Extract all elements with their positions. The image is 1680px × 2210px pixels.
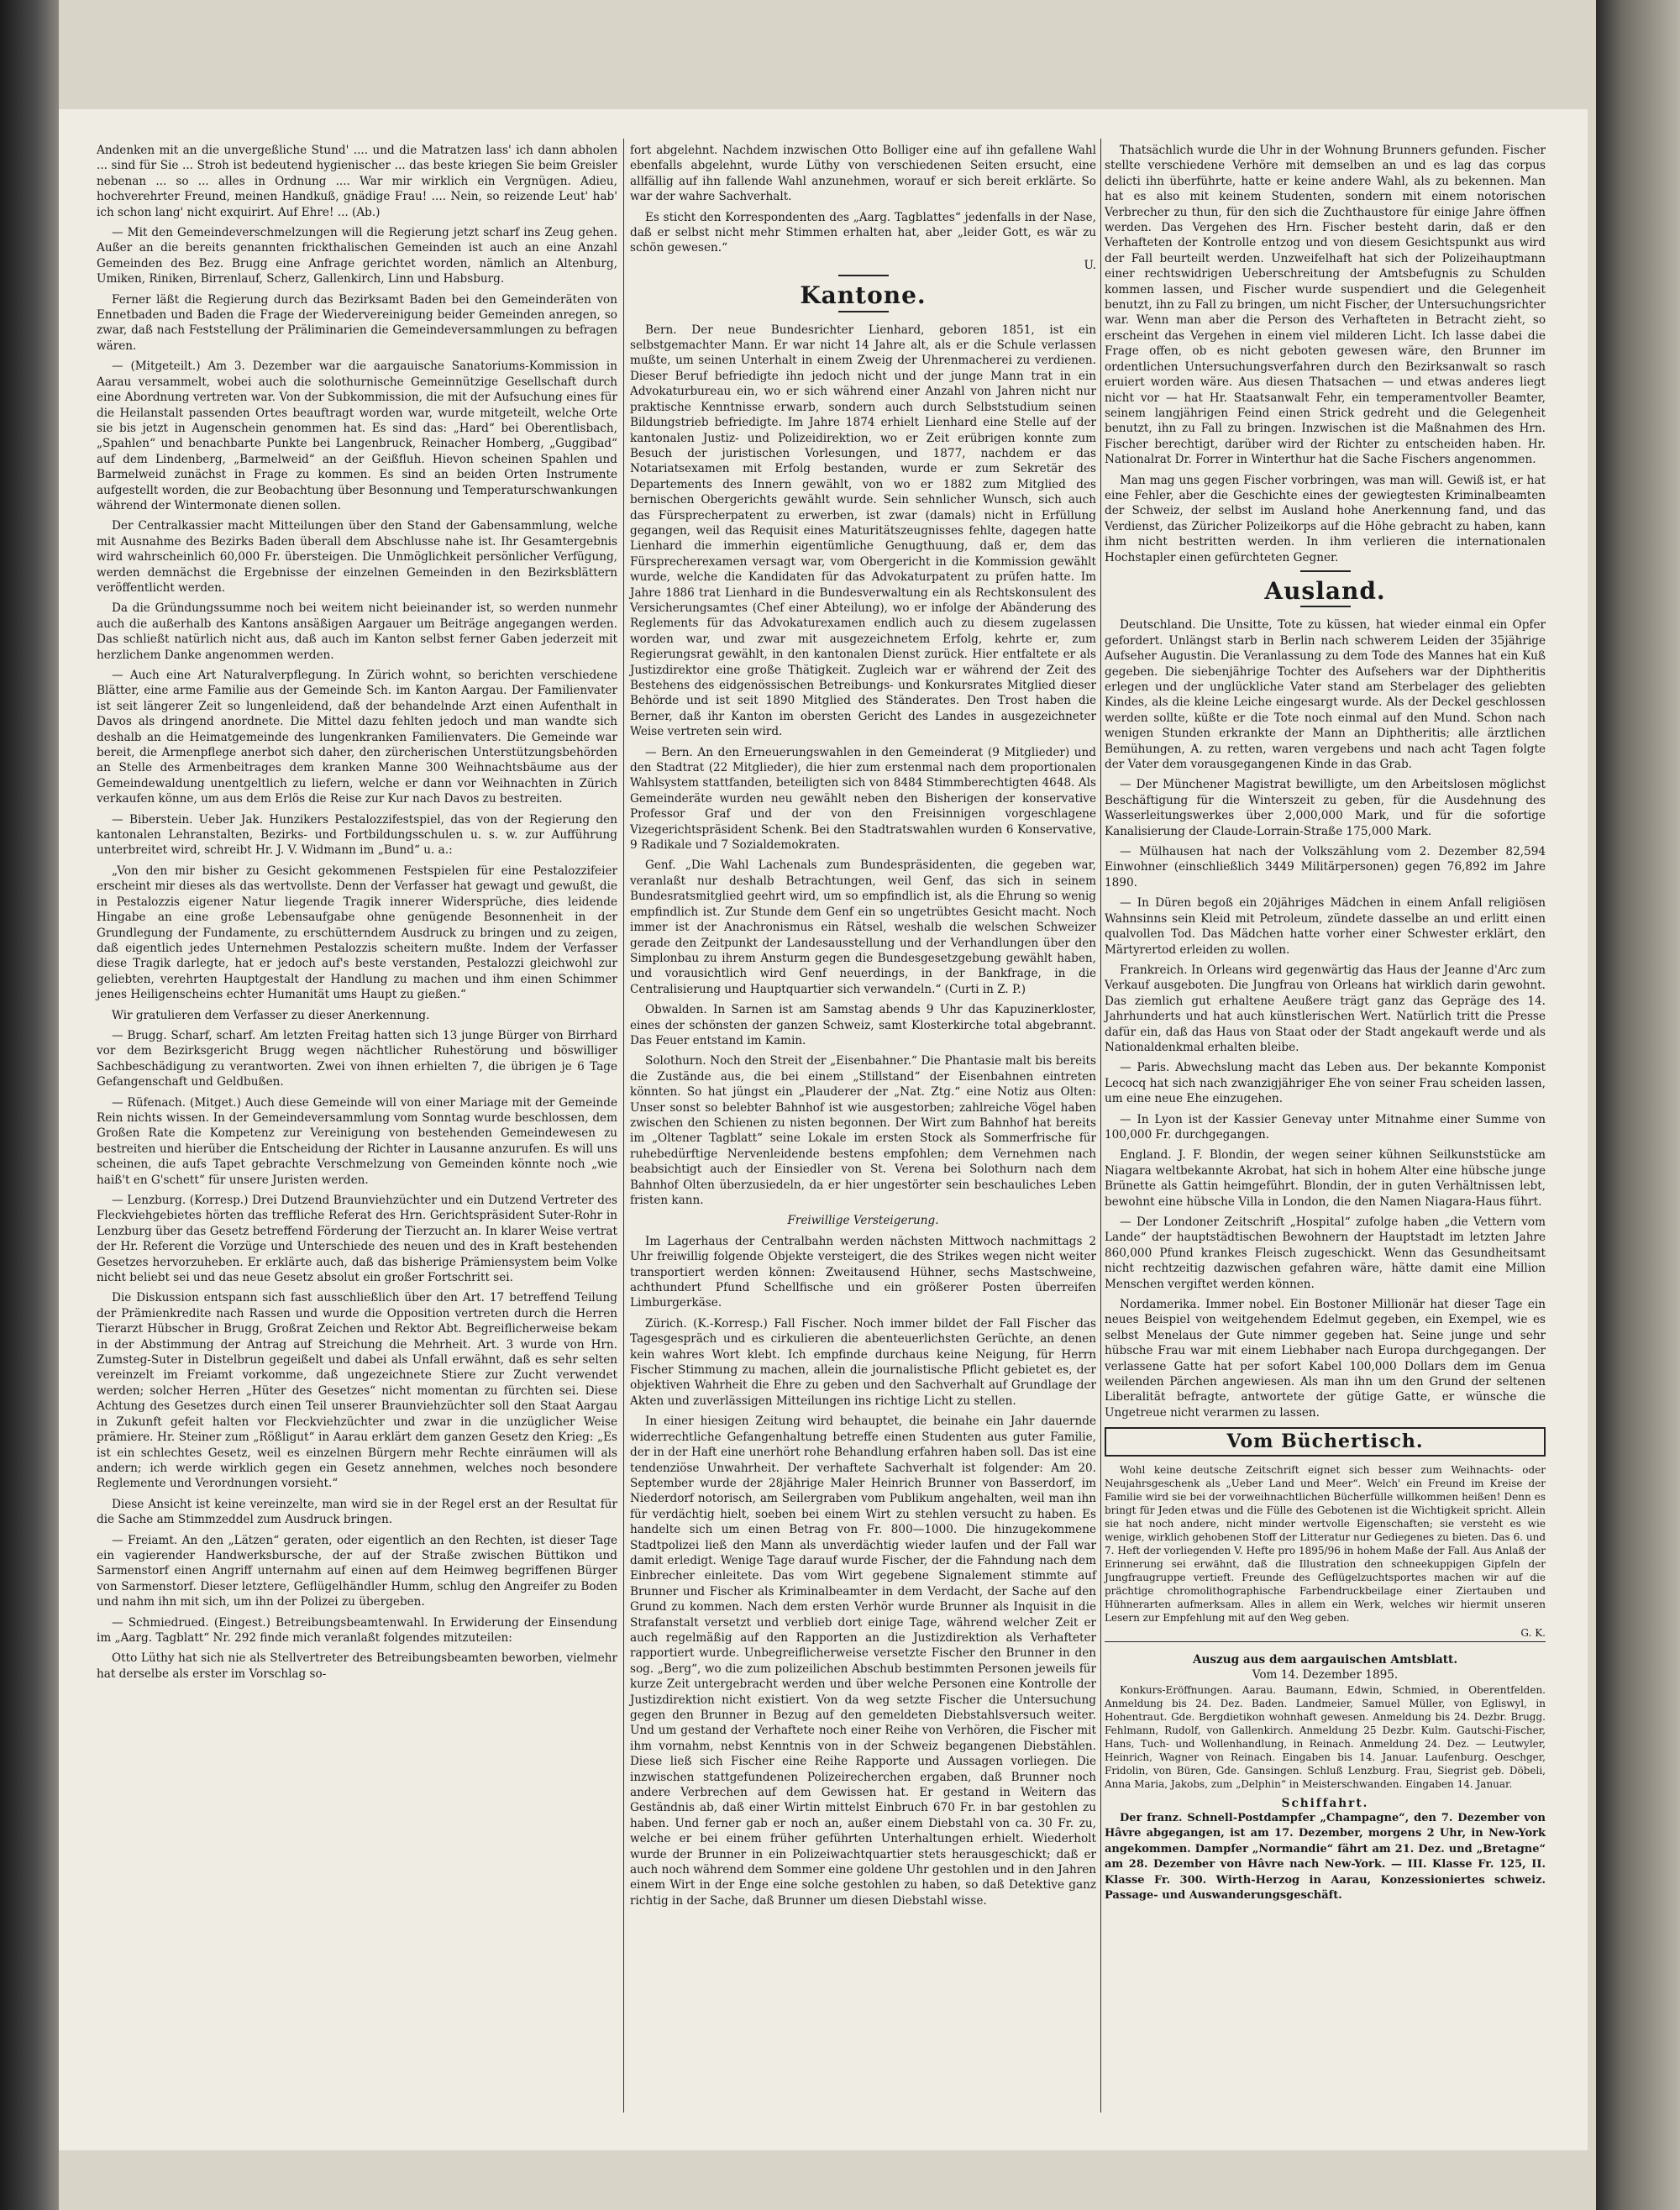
paragraph: Frankreich. In Orleans wird gegenwärtig das Haus der Jeanne d'Arc zum Verkauf ausgeboten. Die Jungfrau von Orleans hat wirklich darin gewohnt. Das ziemlich gut erhaltene Aeußere trägt ganz das Gepräge des 14. Jahrhunderts und hat auch künstlerischen Wert. Natürlich tritt die Presse dafür ein, daß das Haus von Staat oder der Stadt angekauft werde und als Nationaldenkmal erhalten bleibe.	[1105, 963, 1546, 1054]
signature: U.	[1084, 258, 1096, 272]
paragraph: Thatsächlich wurde die Uhr in der Wohnung Brunners gefunden. Fischer stellte verschiedene Verhöre mit demselben an und es lag das corpus delicti ihn überführte, hatte er keine andere Wahl, als zu bekennen. Man hat es also mit keinem Studenten, sondern mit einem notorischen Verbrecher zu thun, für den sich die Zuchthaustore für einige Jahre öffnen werden. Das Vergehen des Hrn. Fischer besteht darin, daß er den Verhafteten der Kontrolle entzog und von diesem Gesichtspunkt aus wird der Fall beurteilt werden. Unzweifelhaft hat sich der Polizeihauptmann einer rechtswidrigen Ueberschreitung der Amtsbefugnis zu Schulden kommen lassen, und Fischer wurde suspendiert und die Gelegenheit benutzt, ihn zu Fall zu bringen, um nicht Fischer, der Untersuchungsrichter war. Wenn man aber die Person des Verhafteten in Betracht zieht, so erscheint das Vergehen in einem viel milderen Licht. Ich lasse dabei die Frage offen, ob es nicht geboten gewesen wäre, den Brunner im ordentlichen Untersuchungsverfahren durch den Bezirksanwalt so rasch eruiert worden wäre. Aus diesen Thatsachen — und etwas anderes liegt nicht vor — hat Hr. Staatsanwalt Fehr, ein temperamentvoller Beamter, seinem langjährigen Feind einen Strick gedreht und die Gelegenheit benutzt, ihn zu Fall zu bringen. Inzwischen ist die Maßnahmen des Hrn. Fischer berechtigt, darüber wird der Richter zu entscheiden haben. Hr. Nationalrat Dr. Forrer in Winterthur hat die Sache Fischers angenommen.	[1105, 144, 1546, 467]
paragraph: Es sticht den Korrespondenten des „Aarg. Tagblattes“ jedenfalls in der Nase, daß er selbst nicht mehr Stimmen erhalten hat, aber „leider Gott, es wär zu schön gewesen.“	[630, 210, 1096, 255]
page-edge	[1596, 0, 1680, 2210]
section-heading-kantone: Kantone.	[800, 281, 927, 310]
paragraph: — Der Münchener Magistrat bewilligte, um den Arbeitslosen möglichst Beschäftigung für die Winterszeit zu geben, für die Ausdehnung des Wasserleitungswerkes über 2,000,000 Mark, und für die sofortige Kanalisierung der Claude-Lorrain-Straße 175,000 Mark.	[1105, 778, 1546, 838]
paragraph: Zürich. (K.-Korresp.) Fall Fischer. Noch immer bildet der Fall Fischer das Tagesgespräch und es cirkulieren die abenteuerlichsten Gerüchte, an denen kein wahres Wort klebt. Ich empfinde durchaus keine Neigung, für Herrn Fischer Stimmung zu machen, allein die journalistische Pflicht gebietet es, der objektiven Wahrheit die Ehre zu geben und den Sachverhalt auf Grundlage der Akten und zuverlässigen Mitteilungen ins richtige Licht zu stellen.	[630, 1316, 1096, 1408]
paragraph: Andenken mit an die unvergeßliche Stund' .... und die Matratzen lass' ich dann abholen ... sind für Sie ... Stroh ist bedeutend hygienischer ... das beste kriegen Sie beim Greisler nebenan ... so ... alles in Ordnung .... War mir wirklich ein Vergnügen. Adieu, hochverehrter Freund, meinen Handkuß, gnädige Frau! .... Nein, so reizende Leut' hab' ich schon lang' nicht exquirirt. Auf Ehre! ... (Ab.)	[97, 144, 617, 219]
paragraph: Obwalden. In Sarnen ist am Samstag abends 9 Uhr das Kapuzinerkloster, eines der schönsten der ganzen Schweiz, samt Klosterkirche total abgebrannt. Das Feuer entstand im Kamin.	[630, 1003, 1096, 1047]
section-heading-buechertisch: Vom Büchertisch.	[1226, 1430, 1424, 1453]
amtsblatt-date: Vom 14. Dezember 1895.	[1252, 1668, 1399, 1682]
paragraph: Solothurn. Noch den Streit der „Eisenbahner.“ Die Phantasie malt bis bereits die Zustände aus, die bei einem „Stillstand“ der Eisenbahnen eintreten könnten. So hat jüngst ein „Plauderer der „Nat. Ztg.“ eine Notiz aus Olten: Unser sonst so belebter Bahnhof ist wie ausgestorben; zahlreiche Vögel haben zwischen den Schienen zu nisten begonnen. Der Wirt zum Bahnhof hat bereits im „Oltener Tagblatt“ seine Lokale im ersten Stock als Sommerfrische für ruhebedürftige Nervenleidende bestens empfohlen; dem Vernehmen nach beabsichtigt auch der Einsiedler von St. Verena bei Solothurn nach dem Bahnhof Olten überzusiedeln, da er hier ungestörter sein beschauliches Leben fristen kann.	[630, 1054, 1096, 1207]
divider	[838, 311, 889, 312]
paragraph: — Lenzburg. (Korresp.) Drei Dutzend Braunviehzüchter und ein Dutzend Vertreter des Fleckviehgebietes hörten das treffliche Referat des Hrn. Gerichtspräsident Suter-Rohr in Lenzburg über das Gesetz betreffend Förderung der Tierzucht an. In klarer Weise vertrat der Hr. Referent die Vorzüge und Unterschiede des neuen und des in Kraft bestehenden Gesetzes hervorzuheben. Er erklärte auch, daß das bisherige Prämiensystem beim Volke nicht beliebt sei und das neue Gesetz absolut ein großer Fortschritt sei.	[97, 1194, 617, 1285]
ship-heading: Schiffahrt.	[1281, 1796, 1369, 1810]
paragraph: fort abgelehnt. Nachdem inzwischen Otto Bolliger eine auf ihn gefallene Wahl ebenfalls abgelehnt, wurde Lüthy von verschiedenen Seiten ersucht, eine allfällig auf ihn fallende Wahl anzunehmen, worauf er sich bereit erklärte. So war der wahre Sachverhalt.	[630, 144, 1096, 204]
divider	[1105, 1641, 1546, 1642]
paragraph: Otto Lüthy hat sich nie als Stellvertreter des Betreibungsbeamten beworben, vielmehr hat derselbe als erster im Vorschlag so-	[97, 1651, 617, 1681]
paragraph: In einer hiesigen Zeitung wird behauptet, die beinahe ein Jahr dauernde widerrechtliche Gefangenhaltung betreffe einen Studenten aus guter Familie, der in der Haft eine unerhört rohe Behandlung erfahren haben soll. Das ist eine tendenziöse Unwahrheit. Der verhaftete Sachverhalt ist folgender: Am 20. September wurde der 28jährige Maler Heinrich Brunner von Basserdorf, im Niederdorf notorisch, am Seilergraben vom Publikum angehalten, weil man ihn für verdächtig hielt, soeben bei einem Wirt zu stehlen versucht zu haben. Es handelte sich um einen Betrag von Fr. 800—1000. Die hinzugekommene Stadtpolizei ließ den Mann als unverdächtig wieder laufen und der Fall war damit erledigt. Wenige Tage darauf wurde Fischer, der die Fahndung nach dem Einbrecher einleitete. Das vom Wirt gegebene Signalement stimmte auf Brunner und Fischer als Kriminalbeamter in dem Verdacht, der Sache auf den Grund zu kommen. Nach dem ersten Verhör wurde Brunner als Inquisit in die Strafanstalt versetzt und verblieb dort einige Tage, während welcher Zeit er auch regelmäßig auf den Rapporten an die Justizdirektion als Verhafteter rapportiert wurde. Unbegreiflicherweise versetzte Fischer den Brunner in den sog. „Berg“, wo die zum polizeilichen Abschub bestimmten Personen jeweils für kurze Zeit untergebracht werden und über welche Personen eine Kontrolle der Justizdirektion nicht existiert. Von da weg setzte Fischer die Untersuchung gegen den Brunner in Bezug auf den gemeldeten Diebstahlsversuch weiter. Und um gestand der Verhaftete noch einer Reihe von Verhören, die Fischer mit ihm vornahm, nebst Kenntnis von in der Schweiz begangenen Diebstählen. Diese ließ sich Fischer eine Reihe Rapporte und Aussagen vorliegen. Die inzwischen stattgefundenen Polizeirecherchen ergaben, daß Brunner noch andere Verbrechen auf dem Gewissen hat. Er gestand in Weitern das Geständnis ab, daß einer Wirtin mittelst Einbruch 670 Fr. in bar gestohlen zu haben. Und ferner gab er noch an, außer einem Diebstahl von ca. 30 Fr. zu, welche er bei einem früher geführten Unterhaltungen erhielt. Wiederholt wurde der Brunner in ein Polizeiwachtquartier stets herausgeschickt; daß er auch noch während dem Sommer eine goldene Uhr gestohlen und in den Jahren einem Wirt in der Enge eine solche gestohlen zu haben, so daß Detektive ganz richtig in der Sache, daß Brunner um diesen Diebstahl wisse.	[630, 1415, 1096, 1908]
paragraph: — Der Londoner Zeitschrift „Hospital“ zufolge haben „die Vettern vom Lande“ der hauptstädtischen Bewohnern der Hauptstadt im letzten Jahre 860,000 Pfund krankes Fleisch zugeschickt. Wenn das Gesundheitsamt nicht rechtzeitig dazwischen gefahren wäre, hätte damit eine Million Menschen vergiftet werden können.	[1105, 1215, 1546, 1291]
column-left	[97, 143, 617, 1687]
paragraph: — Brugg. Scharf, scharf. Am letzten Freitag hatten sich 13 junge Bürger von Birrhard vor dem Bezirksgericht Brugg wegen nächtlicher Ruhestörung und böswilliger Sachbeschädigung zu verantworten. Zwei von ihnen erhielten 7, die übrigen je 6 Tage Gefangenschaft und Geldbußen.	[97, 1028, 617, 1089]
paragraph: — Schmiedrued. (Eingest.) Betreibungsbeamtenwahl. In Erwiderung der Einsendung im „Aarg. Tagblatt“ Nr. 292 finde mich veranlaßt folgendes mitzuteilen:	[97, 1615, 617, 1645]
subheading: Freiwillige Versteigerung.	[787, 1214, 939, 1228]
paragraph: — Rüfenach. (Mitget.) Auch diese Gemeinde will von einer Mariage mit der Gemeinde Rein nichts wissen. In der Gemeindeversammlung vom Sonntag wurde beschlossen, dem Großen Rate die Kompetenz zur Vereinigung von bestehenden Gemeindewesen zu bestreiten und hierüber die Entscheidung der Richter in Lausanne anzurufen. Es will uns scheinen, die aufs Tapet gebrachte Verschmelzung von Gemeinden könnte noch „wie haiß't en G'schett“ für unsere Juristen werden.	[97, 1095, 617, 1187]
buechertisch-box	[1105, 1427, 1546, 1456]
paragraph: Der Centralkassier macht Mitteilungen über den Stand der Gabensammlung, welche mit Ausnahme des Bezirks Baden überall dem Abschlusse nahe ist. Ihr Gesamtergebnis wird wahrscheinlich 60,000 Fr. übersteigen. Die Unmöglichkeit persönlicher Verfügung, werden demnächst die Ergebnisse der einzelnen Gemeinden in den Bezirksblättern veröffentlicht werden.	[97, 519, 617, 595]
paragraph: Wohl keine deutsche Zeitschrift eignet sich besser zum Weihnachts- oder Neujahrsgeschenk als „Ueber Land und Meer“. Welch' ein Freund im Kreise der Familie wird sie bei der vorweihnachtlichen Bücherfülle willkommen heißen! Denn es bringt für Jeden etwas und die Fülle des Gebotenen ist die Wichtigkeit spricht. Allein sie hat noch andere, nicht minder wertvolle Eigenschaften; sie versteht es wie wenige, wirklich gehobenen Stoff der Litteratur nur Gediegenes zu bieten. Das 6. und 7. Heft der vorliegenden V. Hefte pro 1895/96 in hohem Maße der Fall. Aus Anlaß der Erinnerung sei erwähnt, daß die Illustration den schneekuppigen Gipfeln der Jungfraugruppe vertieft. Freunde des Geflügelzuchtsportes machen wir auf die prächtige chromolithographische Farbendruckbeilage einer Ziertauben und Hühnerarten aufmerksam. Alles in allem ein Werk, welches wir hiermit unseren Lesern zur Empfehlung mit auf den Weg geben.	[1105, 1463, 1546, 1624]
paragraph: Deutschland. Die Unsitte, Tote zu küssen, hat wieder einmal ein Opfer gefordert. Unlängst starb in Berlin nach schwerem Leiden der 35jährige Aufseher Augustin. Die Veranlassung zu dem Tode des Mannes hat ein Kuß gegeben. Die siebenjährige Tochter des Aufsehers war der Diphtheritis erlegen und der unglückliche Vater stand am Sterbelager des geliebten Kindes, als die kleine Leiche eingesargt wurde. Als der Deckel geschlossen werden sollte, küßte er die Tote noch einmal auf den Mund. Schon nach wenigen Stunden erkrankte der Mann an Diphtheritis; alle ärztlichen Bemühungen, A. zu retten, waren vergebens und nach acht Tagen folgte der Vater dem vorausgegangenen Kinde in das Grab.	[1105, 618, 1546, 772]
divider	[1300, 606, 1351, 607]
column-rule	[623, 139, 624, 2113]
paragraph: Man mag uns gegen Fischer vorbringen, was man will. Gewiß ist, er hat eine Fehler, aber die Geschichte eines der gewiegtesten Kriminalbeamten der Schweiz, der selbst im Ausland hohe Anerkennung fand, und das Verdienst, das Züricher Polizeikorps auf die Höhe gebracht zu haben, kann ihm nicht bestritten werden. In ihm verlieren die internationalen Hochstapler einen gefürchteten Gegner.	[1105, 473, 1546, 564]
paragraph: — Bern. An den Erneuerungswahlen in den Gemeinderat (9 Mitglieder) und den Stadtrat (22 Mitglieder), die hier zum erstenmal nach dem proportionalen Wahlsystem stattfanden, beteiligten sich von 8484 Stimmberechtigten 4648. Als Gemeinderäte wurden neu gewählt neben den Bisherigen der konservative Professor Graf und der von den Freisinnigen vorgeschlagene Vizegerichtspräsident Schenk. Bei den Stadtratswahlen wurden 6 Konservative, 9 Radikale und 7 Sozialdemokraten.	[630, 745, 1096, 853]
paragraph: Ferner läßt die Regierung durch das Bezirksamt Baden bei den Gemeinderäten von Ennetbaden und Baden die Frage der Wiedervereinigung beider Gemeinden anregen, so zwar, daß nach Feststellung der Präliminarien die Gemeindeversammlungen zu befragen wären.	[97, 292, 617, 353]
ship-notice: Der franz. Schnell-Postdampfer „Champagne“, den 7. Dezember von Hâvre abgegangen, ist am 17. Dezember, morgens 2 Uhr, in New-York angekommen. Dampfer „Normandie“ fährt am 21. Dez. und „Bretagne“ am 28. Dezember von Hâvre nach New-York. — III. Klasse Fr. 125, II. Klasse Fr. 300. Wirth-Herzog in Aarau, Konzessioniertes schweiz. Passage- und Auswanderungsgeschäft.	[1105, 1811, 1546, 1902]
paragraph: — (Mitgeteilt.) Am 3. Dezember war die aargauische Sanatoriums-Kommission in Aarau versammelt, wobei auch die solothurnische Gemeinnützige Gesellschaft durch eine Abordnung vertreten war. Von der Subkommission, die mit der Aufsuchung eines für die Heilanstalt passenden Ortes beauftragt worden war, wurde mitgeteilt, welche Orte sie bis jetzt in Augenschein genommen hat. Es sind das: „Hard“ bei Oberentlisbach, „Spahlen“ und benachbarte Punkte bei Langenbruck, Reinacher Homberg, „Guggibad“ auf dem Lindenberg, „Barmelweid“ an der Geißfluh. Hievon scheinen Spahlen und Barmelweid zunächst in Frage zu kommen. Es sind an beiden Orten Instrumente aufgestellt worden, die zur Beobachtung über Besonnung und Temperaturschwankungen während der Wintermonate dienen sollen.	[97, 360, 617, 512]
paragraph: — Paris. Abwechslung macht das Leben aus. Der bekannte Komponist Lecocq hat sich nach zwanzigjähriger Ehe von seiner Frau scheiden lassen, um eine neue Ehe einzugehen.	[1105, 1061, 1546, 1106]
quote: „Von den mir bisher zu Gesicht gekommenen Festspielen für eine Pestalozzifeier erscheint mir dieses als das wertvollste. Denn der Verfasser hat gewagt und gewußt, die in Pestalozzis eigener Natur liegende Tragik innerer Widersprüche, dies leidende Hingabe an eine große Lebensaufgabe ohne genügende Besonnenheit in der Grundlegung der Fundamente, zu erschütterndem Ausdruck zu bringen und zu zeigen, daß eigentlich jedes Unternehmen Pestalozzis scheitern mußte. Indem der Verfasser diese Tragik darlegte, hat er jedoch auf's beste verstanden, Pestalozzi gleichwohl zur geliebten, verehrten Hauptgestalt der Handlung zu machen und ihm einen Schimmer jenes Heiligenscheins echter Humanität ums Haupt zu gießen.“	[97, 864, 617, 1002]
paragraph: Nordamerika. Immer nobel. Ein Bostoner Millionär hat dieser Tage ein neues Beispiel von weitgehendem Edelmut gegeben, ein Exempel, wie es selbst Menelaus der Gute nimmer gegeben hat. Seine junge und sehr hübsche Frau war mit einem Liebhaber nach Europa durchgegangen. Der verlassene Gatte hat per sofort Kabel 100,000 Dollars dem im Genua weilenden Pärchen angewiesen. Als man ihn um den Grund der seltenen Liberalität befragte, antwortete der gütige Gatte, er wünsche die Ungetreue nicht verarmen zu lassen.	[1105, 1298, 1546, 1420]
paragraph: Genf. „Die Wahl Lachenals zum Bundespräsidenten, die gegeben war, veranlaßt nur deshalb Betrachtungen, weil Genf, das sich in seinem Bundesratsmitglied geehrt wird, um so empfindlich ist, als die Ehrung so wenig empfindlich ist. Zur Stunde dem Genf ein so ungetrübtes Gesicht macht. Noch immer ist der Anachronismus ein Rätsel, weshalb die welschen Schweizer gerade den Zeitpunkt der Landesausstellung und der Verhandlungen über den Simplonbau zu ihrem Ansturm gegen die Bundesgesetzgebung gewählt haben, und vorausichtlich wird Genf neuerdings, in der Bankfrage, in die Centralisierung und Hauptquartier sich verwandeln.“ (Curti in Z. P.)	[630, 858, 1096, 996]
amtsblatt-heading: Auszug aus dem aargauischen Amtsblatt.	[1192, 1652, 1458, 1667]
paragraph: England. J. F. Blondin, der wegen seiner kühnen Seilkunststücke am Niagara weltbekannte Akrobat, hat sich in hohem Alter eine hübsche junge Brünette als Gattin heimgeführt. Blondin, der in guten Verhältnissen lebt, bewohnt eine hübsche Villa in London, die den Namen Niagara-Haus führt.	[1105, 1148, 1546, 1209]
paragraph: — Mit den Gemeindeverschmelzungen will die Regierung jetzt scharf ins Zeug gehen. Außer an die bereits genannten frickthalischen Gemeinden ist auch an eine Anzahl Gemeinden des Bez. Brugg eine Anfrage gerichtet worden, nämlich an Altenburg, Umiken, Riniken, Birrenlauf, Scherz, Gallenkirch, Linn und Habsburg.	[97, 226, 617, 286]
paragraph: — Auch eine Art Naturalverpflegung. In Zürich wohnt, so berichten verschiedene Blätter, eine arme Familie aus der Gemeinde Sch. im Kanton Aargau. Der Familienvater ist seit längerer Zeit so lungenleidend, daß der behandelnde Arzt einen Aufenthalt in Davos als dringend anordnete. Die Mittel dazu fehlten jedoch und man wandte sich deshalb an die Heimatgemeinde des lungenkranken Familienvaters. Die Gemeinde war bereit, die Armenpflege anerbot sich daher, den zürcherischen Unterstützungsbehörden an Stelle des Armenbeitrages dem kranken Manne 300 Weihnachtsbäume aus der Gemeindewaldung unentgeltlich zu liefern, welche er dann vor Weihnachten in Zürich verkaufen könne, um aus dem Erlös die Reise zur Kur nach Davos zu bestreiten.	[97, 669, 617, 806]
divider	[838, 275, 889, 276]
paragraph: Im Lagerhaus der Centralbahn werden nächsten Mittwoch nachmittags 2 Uhr freiwillig folgende Objekte versteigert, die des Strikes wegen nicht weiter transportiert werden können: Zweitausend Hühner, sechs Mastschweine, achthundert Pfund Schellfische und ein größerer Posten überreifen Limburgerkäse.	[630, 1234, 1096, 1310]
paragraph: — Mülhausen hat nach der Volkszählung vom 2. Dezember 82,594 Einwohner (einschließlich 3449 Militärpersonen) gegen 76,892 im Jahre 1890.	[1105, 845, 1546, 890]
section-heading-ausland: Ausland.	[1264, 576, 1386, 605]
paragraph: Da die Gründungssumme noch bei weitem nicht beieinander ist, so werden nunmehr auch die außerhalb des Kantons ansäßigen Aargauer um Beiträge angegangen werden. Das schließt natürlich nicht aus, daß auch im Kanton selbst ferner Gaben jederzeit mit herzlichem Danke angenommen werden.	[97, 601, 617, 662]
paragraph: — Biberstein. Ueber Jak. Hunzikers Pestalozzifestspiel, das von der Regierung den kantonalen Lehranstalten, Bezirks- und Fortbildungsschulen u. s. w. zur Aufführung unterbreitet wird, schreibt Hr. J. V. Widmann im „Bund“ u. a.:	[97, 812, 617, 858]
paragraph: Die Diskussion entspann sich fast ausschließlich über den Art. 17 betreffend Teilung der Prämienkredite nach Rassen und wurde die Opposition vertreten durch die Herren Tierarzt Hübscher in Brugg, Großrat Zeichen und Rektor Abt. Begreiflicherweise bekam in der Abstimmung der Antrag auf Streichung die Mehrheit. Art. 3 wurde von Hrn. Zumsteg-Suter in Distelbrun gegeißelt und dabei als Unfall erwähnt, daß es sehr selten vereinzelt im Freiamt vorkomme, daß ungezeichnete Stiere zur Zucht verwendet werden; solcher Herren „Hüter des Gesetzes“ nicht momentan zu fürchten sei. Diese Achtung des Gesetzes durch einen Teil unserer Braunviehzüchter soll den Staat Aargau in Zukunft gefeit halten vor Fleckviehzüchter und zwar in die unzüglicher Weise prämiere. Hr. Steiner zum „Rößligut“ in Aarau erklärt dem ganzen Gesetz den Krieg: „Es ist ein schlechtes Gesetz, weil es einzelnen Bürgern mehr Rechte einräumen will als andern; ich werde wirklich gegen ein Gesetz annehmen, welches noch besondere Reglemente und Verordnungen vorsieht.“	[97, 1291, 617, 1491]
divider	[1300, 570, 1351, 572]
column-middle	[630, 143, 1096, 1913]
paragraph: Wir gratulieren dem Verfasser zu dieser Anerkennung.	[112, 1008, 430, 1022]
paragraph: — In Lyon ist der Kassier Genevay unter Mitnahme einer Summe von 100,000 Fr. durchgegangen.	[1105, 1112, 1546, 1142]
paragraph: — In Düren begoß ein 20jähriges Mädchen in einem Anfall religiösen Wahnsinns sein Kleid mit Petroleum, zündete dasselbe an und erlitt einen qualvollen Tod. Das Mädchen hatte vorher einer Schwester erklärt, den Märtyrertod erleiden zu wollen.	[1105, 896, 1546, 957]
signature: G. K.	[1520, 1626, 1546, 1639]
paragraph: Diese Ansicht ist keine vereinzelte, man wird sie in der Regel erst an der Resultat für die Sache am Stimmzeddel zum Ausdruck bringen.	[97, 1497, 617, 1527]
column-rule	[1100, 139, 1101, 2113]
paragraph: Konkurs-Eröffnungen. Aarau. Baumann, Edwin, Schmied, in Oberentfelden. Anmeldung bis 24. Dez. Baden. Landmeier, Samuel Müller, von Egliswyl, in Hohentraut. Gde. Bergdietikon wohnhaft gewesen. Anmeldung bis 24. Dezbr. Brugg. Fehlmann, Rudolf, von Gallenkirch. Anmeldung 25 Dezbr. Kulm. Gautschi-Fischer, Hans, Tuch- und Wollenhandlung, in Reinach. Anmeldung 24. Dez. — Leutwyler, Heinrich, Wagner von Reinach. Eingaben bis 14. Januar. Laufenburg. Oeschger, Fridolin, von Büren, Gde. Gansingen. Schluß Lenzburg. Frau, Siegrist geb. Döbeli, Anna Maria, Jakobs, zum „Delphin“ in Meisterschwanden. Eingaben 14. Januar.	[1105, 1683, 1546, 1790]
paragraph: Bern. Der neue Bundesrichter Lienhard, geboren 1851, ist ein selbstgemachter Mann. Er war nicht 14 Jahre alt, als er die Schule verlassen mußte, um seinen Unterhalt in einem Zweig der Uhrenmacherei zu verdienen. Dieser Beruf befriedigte ihn jedoch nicht und der junge Mann trat in ein Advokaturbureau ein, wo er sich während einer Anzahl von Jahren nicht nur praktische Kenntnisse erwarb, sondern auch durch Selbststudium seinen Bildungstrieb befriedigte. Im Jahre 1874 erhielt Lienhard eine Stelle auf der kantonalen Justiz- und Polizeidirektion, wo er Zeit erübrigen konnte zum Besuch der juristischen Vorlesungen, und 1877, nachdem er das Notariatsexamen mit Erfolg bestanden, wurde er zum Sekretär des Departements des Innern gewählt, von wo er 1882 zum Mitglied des bernischen Obergerichts gewählt wurde. Sein sehnlicher Wunsch, sich auch das Fürsprecherpatent zu erwerben, ist zwar (damals) nicht in Erfüllung gegangen, weil das Requisit eines Maturitätszeugnisses fehlte, dagegen hatte Lienhard die immerhin eigentümliche Genugthuung, daß er, dem das Fürsprecherexamen versagt war, vom Obergericht in die Kommission gewählt wurde, welche die Kandidaten für das Advokaturpatent zu prüfen hatte. Im Jahre 1886 trat Lienhard in die Bundesverwaltung ein als Rechtskonsulent des Versicherungsamtes (Chef einer Abteilung), wo er infolge der Abänderung des Reglements für das Advokaturexamen endlich auch zu diesem zugelassen worden war, und zwar mit ausgezeichnetem Erfolg, kehrte er, zum Regierungsrat gewählt, in den kantonalen Dienst zurück. Hier entfaltete er als Justizdirektor eine große Thätigkeit. Zugleich war er während der Zeit des Bestehens des eidgenössischen Betreibungs- und Konkursrates Mitglied dieser Behörde und ist seit 1890 Mitglied des Ständerates. Den Trost haben die Berner, daß ihr Kanton im obersten Gericht des Landes in ausgezeichneter Weise vertreten sein wird.	[630, 323, 1096, 739]
book-binding	[0, 0, 59, 2210]
column-right	[1105, 143, 1546, 1908]
paragraph: — Freiamt. An den „Lätzen“ geraten, oder eigentlich an den Rechten, ist dieser Tage ein vagierender Handwerksbursche, der auf der Straße zwischen Büttikon und Sarmenstorf einen Angriff unternahm auf einen auf dem Heimweg begriffenen Bürger von Sarmenstorf. Dieser letztere, Geflügelhändler Humm, schlug den Angreifer zu Boden und nahm ihn mit sich, um ihn der Polizei zu übergeben.	[97, 1533, 617, 1609]
